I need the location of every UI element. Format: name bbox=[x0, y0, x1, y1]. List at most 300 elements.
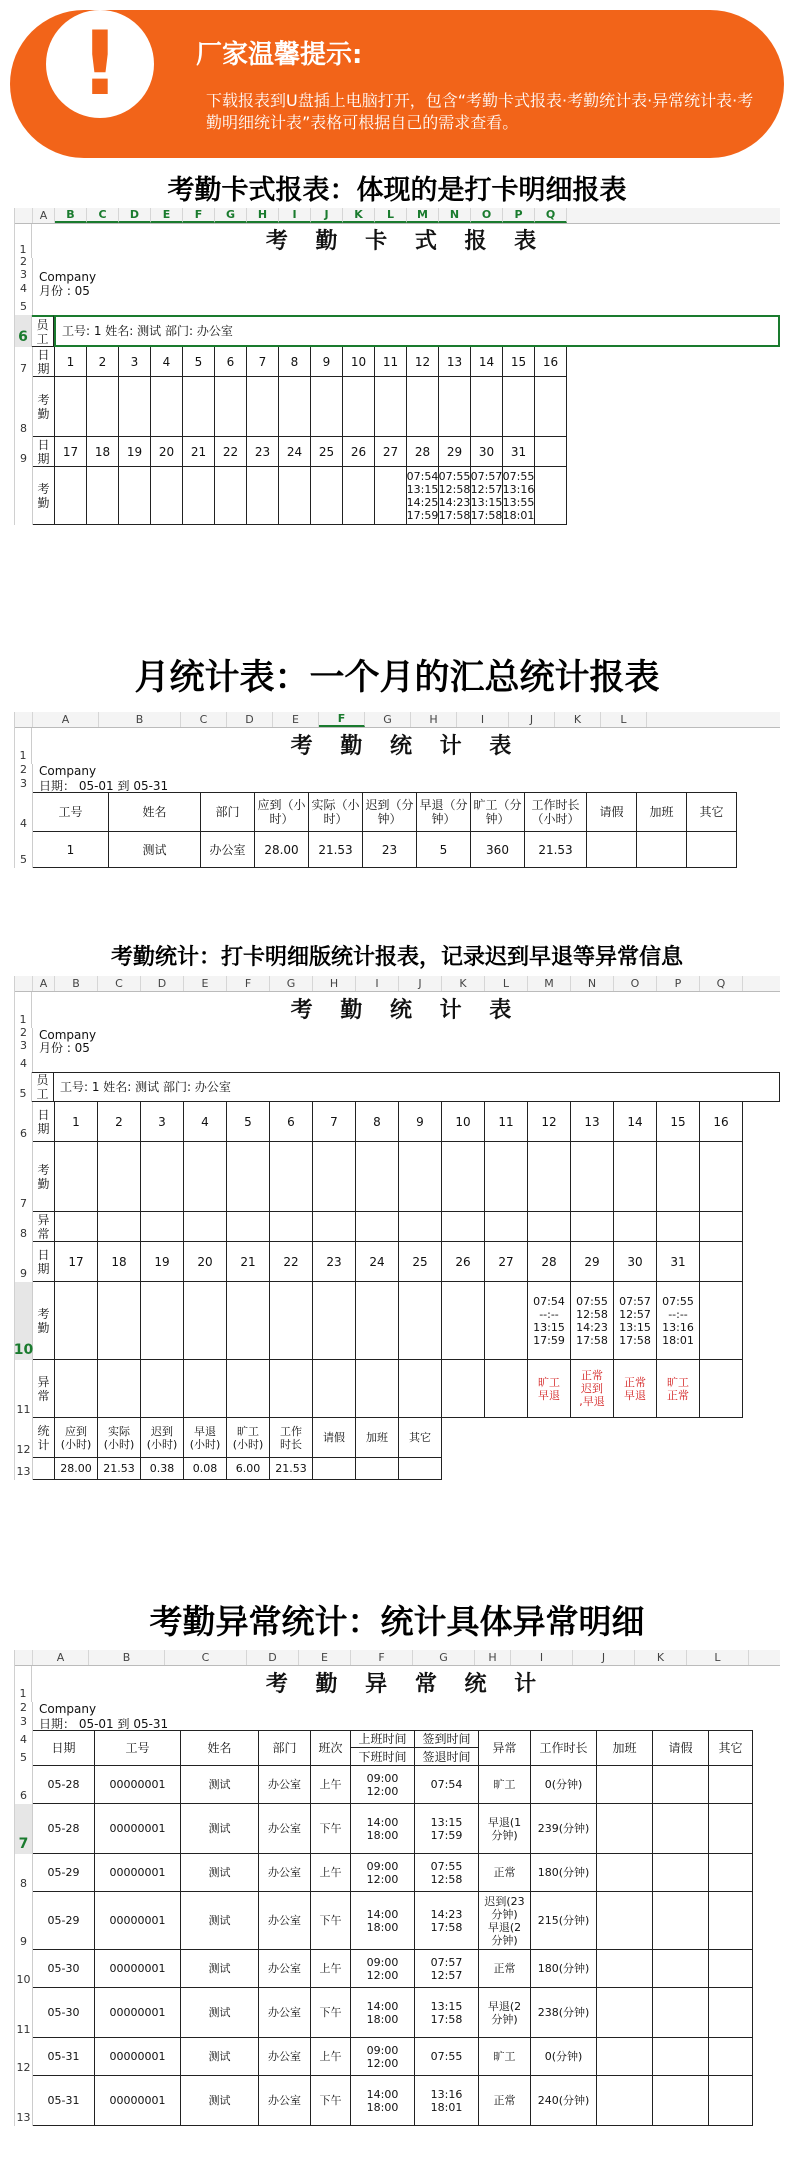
record-cell: 办公室 bbox=[259, 1892, 311, 1950]
company-label: Company bbox=[39, 1027, 97, 1042]
value-cell: 360 bbox=[471, 832, 525, 868]
row-number[interactable]: 6 bbox=[15, 315, 32, 347]
row-number[interactable]: 1 bbox=[15, 728, 32, 764]
row-number[interactable]: 3 bbox=[15, 778, 33, 792]
abnormal-cell bbox=[442, 1212, 485, 1242]
record-cell: 00000001 bbox=[95, 1854, 181, 1892]
sheet-row bbox=[15, 1418, 780, 1458]
punch-cell bbox=[141, 1282, 184, 1360]
column-header-Q[interactable]: Q bbox=[535, 208, 567, 223]
record-cell: 测试 bbox=[181, 2076, 259, 2126]
row-number[interactable]: 1 bbox=[15, 992, 32, 1028]
punch-cell bbox=[227, 1282, 270, 1360]
month-label: 月份 : 05 bbox=[39, 283, 90, 298]
row-cells bbox=[33, 1716, 780, 1730]
record-cell: 00000001 bbox=[95, 1988, 181, 2038]
record-cell: 上午 bbox=[311, 2038, 351, 2076]
column-header-G[interactable]: G bbox=[413, 1650, 475, 1665]
column-header-L[interactable]: L bbox=[375, 208, 407, 223]
column-header-K[interactable]: K bbox=[635, 1650, 687, 1665]
record-cell bbox=[709, 2076, 753, 2126]
day-cell: 5 bbox=[183, 347, 215, 377]
column-header-C[interactable]: C bbox=[181, 712, 227, 727]
day-cell: 30 bbox=[614, 1242, 657, 1282]
punch-cell bbox=[311, 377, 343, 437]
record-cell bbox=[597, 2076, 653, 2126]
abnormal-cell bbox=[657, 1212, 700, 1242]
column-header-E[interactable]: E bbox=[299, 1650, 351, 1665]
day-cell: 29 bbox=[571, 1242, 614, 1282]
sheet-row bbox=[15, 377, 780, 437]
record-cell: 测试 bbox=[181, 1854, 259, 1892]
sheet-row bbox=[15, 1054, 780, 1072]
column-header-L[interactable]: L bbox=[485, 976, 528, 991]
column-header-A[interactable]: A bbox=[33, 208, 55, 223]
column-header-N[interactable]: N bbox=[439, 208, 471, 223]
column-header-I[interactable]: I bbox=[356, 976, 399, 991]
sheet-row bbox=[15, 1458, 780, 1480]
row-number[interactable] bbox=[15, 467, 33, 525]
row-cells bbox=[32, 1072, 780, 1102]
stat-header: 旷工 (小时) bbox=[227, 1418, 270, 1458]
column-title: 实际（小时） bbox=[309, 792, 363, 832]
column-header-Q[interactable]: Q bbox=[700, 976, 743, 991]
sheet-row bbox=[15, 297, 780, 315]
record-cell: 上午 bbox=[311, 1854, 351, 1892]
day-cell: 5 bbox=[227, 1102, 270, 1142]
day-cell: 8 bbox=[356, 1102, 399, 1142]
date-range-label: 日期： 05-01 到 05-31 bbox=[39, 1716, 169, 1731]
day-cell: 19 bbox=[119, 437, 151, 467]
punch-cell bbox=[270, 1142, 313, 1212]
sheet-title: 考 勤 卡 式 报 表 bbox=[265, 228, 547, 254]
punch-cell: 07:55 13:16 13:55 18:01 bbox=[503, 467, 535, 525]
column-header-B[interactable]: B bbox=[55, 976, 98, 991]
row-number[interactable]: 1 bbox=[15, 224, 32, 258]
row-cells bbox=[33, 1892, 780, 1950]
punch-cell bbox=[356, 1142, 399, 1212]
column-header-C[interactable]: C bbox=[98, 976, 141, 991]
punch-cell bbox=[442, 1282, 485, 1360]
record-cell bbox=[709, 2038, 753, 2076]
record-cell bbox=[709, 1804, 753, 1854]
day-cell: 11 bbox=[485, 1102, 528, 1142]
row-number[interactable]: 2 bbox=[15, 764, 33, 778]
column-title: 签退时间 bbox=[415, 1748, 479, 1766]
day-cell: 17 bbox=[55, 437, 87, 467]
day-cell: 10 bbox=[343, 347, 375, 377]
day-cell: 7 bbox=[247, 347, 279, 377]
row-number[interactable]: 8 bbox=[15, 1854, 33, 1892]
column-header-F[interactable]: F bbox=[183, 208, 215, 223]
record-cell: 00000001 bbox=[95, 2076, 181, 2126]
row-cells bbox=[33, 2076, 780, 2126]
punch-cell bbox=[98, 1282, 141, 1360]
row-number[interactable]: 2 bbox=[15, 258, 33, 270]
day-cell: 1 bbox=[55, 1102, 98, 1142]
row-number[interactable]: 3 bbox=[15, 1041, 33, 1054]
date-range-label: 日期： 05-01 到 05-31 bbox=[39, 778, 169, 793]
row-cells bbox=[33, 1041, 780, 1054]
column-header-G[interactable]: G bbox=[270, 976, 313, 991]
day-cell: 15 bbox=[657, 1102, 700, 1142]
column-header-F[interactable]: F bbox=[227, 976, 270, 991]
row-cells bbox=[33, 1054, 780, 1072]
column-header-O[interactable]: O bbox=[614, 976, 657, 991]
row-number[interactable]: 3 bbox=[15, 1716, 33, 1730]
abnormal-cell bbox=[485, 1212, 528, 1242]
column-header-M[interactable]: M bbox=[407, 208, 439, 223]
row-cells bbox=[32, 728, 780, 764]
punch-cell bbox=[311, 467, 343, 525]
record-cell: 07:55 bbox=[415, 2038, 479, 2076]
column-header-B[interactable]: B bbox=[99, 712, 181, 727]
day-cell: 23 bbox=[313, 1242, 356, 1282]
record-cell: 239(分钟) bbox=[531, 1804, 597, 1854]
corner-cell[interactable] bbox=[15, 208, 33, 223]
day-cell: 31 bbox=[657, 1242, 700, 1282]
abnormal-cell: 正常 早退 bbox=[614, 1360, 657, 1418]
record-cell bbox=[597, 1804, 653, 1854]
record-cell bbox=[709, 1766, 753, 1804]
sheet-row bbox=[15, 1950, 780, 1988]
day-cell: 6 bbox=[270, 1102, 313, 1142]
row-number[interactable]: 4 bbox=[15, 792, 33, 832]
column-header-H[interactable]: H bbox=[411, 712, 457, 727]
stat-value: 0.08 bbox=[184, 1458, 227, 1480]
row-cells bbox=[32, 992, 780, 1028]
monthly-stat-sheet bbox=[14, 712, 780, 868]
row-number[interactable]: 5 bbox=[15, 832, 33, 868]
row-number[interactable]: 13 bbox=[15, 2076, 33, 2126]
sheet-row bbox=[15, 270, 780, 283]
day-cell: 28 bbox=[407, 437, 439, 467]
punch-cell bbox=[375, 467, 407, 525]
record-cell bbox=[597, 1766, 653, 1804]
column-header-G[interactable]: G bbox=[365, 712, 411, 727]
punch-cell bbox=[279, 467, 311, 525]
value-cell bbox=[637, 832, 687, 868]
punch-cell bbox=[503, 377, 535, 437]
day-cell: 6 bbox=[215, 347, 247, 377]
column-header-I[interactable]: I bbox=[279, 208, 311, 223]
column-header-G[interactable]: G bbox=[215, 208, 247, 223]
column-header-H[interactable]: H bbox=[475, 1650, 511, 1665]
sheet-row bbox=[15, 1242, 780, 1282]
row-cells bbox=[33, 283, 780, 297]
row-number[interactable]: 12 bbox=[15, 1418, 33, 1458]
column-header-O[interactable]: O bbox=[471, 208, 503, 223]
employee-label: 员工 bbox=[32, 1072, 54, 1102]
row-number[interactable]: 3 bbox=[15, 270, 33, 283]
sheet-row bbox=[15, 728, 780, 764]
column-header-A[interactable]: A bbox=[33, 1650, 89, 1665]
column-title: 加班 bbox=[637, 792, 687, 832]
sheet-row bbox=[15, 1804, 780, 1854]
column-title: 迟到（分钟） bbox=[363, 792, 417, 832]
stat-label-cont bbox=[33, 1458, 55, 1480]
column-header-D[interactable]: D bbox=[119, 208, 151, 223]
row-number[interactable]: 8 bbox=[15, 1212, 33, 1242]
column-header-K[interactable]: K bbox=[343, 208, 375, 223]
punch-cell bbox=[119, 377, 151, 437]
day-cell: 3 bbox=[119, 347, 151, 377]
record-cell: 05-30 bbox=[33, 1950, 95, 1988]
punch-cell bbox=[657, 1142, 700, 1212]
column-header-F[interactable]: F bbox=[319, 712, 365, 727]
row-cells bbox=[33, 1102, 780, 1142]
abnormal-cell bbox=[270, 1212, 313, 1242]
column-header-K[interactable]: K bbox=[555, 712, 601, 727]
day-cell: 7 bbox=[313, 1102, 356, 1142]
column-title: 签到时间 bbox=[415, 1730, 479, 1748]
attendance-label: 考勤 bbox=[33, 1282, 55, 1360]
row-cells bbox=[32, 315, 780, 347]
column-header-P[interactable]: P bbox=[657, 976, 700, 991]
corner-cell[interactable] bbox=[15, 976, 33, 991]
column-header-E[interactable]: E bbox=[273, 712, 319, 727]
record-cell: 办公室 bbox=[259, 1988, 311, 2038]
column-header-F[interactable]: F bbox=[351, 1650, 413, 1665]
record-cell: 07:57 12:57 bbox=[415, 1950, 479, 1988]
row-number[interactable]: 7 bbox=[15, 1142, 33, 1212]
column-header-D[interactable]: D bbox=[141, 976, 184, 991]
sheet-row bbox=[15, 1716, 780, 1730]
sheet-row bbox=[15, 1072, 780, 1102]
column-header-L[interactable]: L bbox=[601, 712, 647, 727]
record-cell: 14:23 17:58 bbox=[415, 1892, 479, 1950]
record-cell bbox=[597, 1950, 653, 1988]
record-cell: 下午 bbox=[311, 1804, 351, 1854]
day-cell: 18 bbox=[87, 437, 119, 467]
record-cell bbox=[709, 1892, 753, 1950]
day-cell: 28 bbox=[528, 1242, 571, 1282]
sheet-row bbox=[15, 315, 780, 347]
record-cell: 测试 bbox=[181, 1892, 259, 1950]
row-cells bbox=[33, 1950, 780, 1988]
value-cell bbox=[687, 832, 737, 868]
stat-value bbox=[356, 1458, 399, 1480]
punch-cell bbox=[247, 377, 279, 437]
abnormal-cell bbox=[571, 1212, 614, 1242]
punch-cell: 07:57 12:57 13:15 17:58 bbox=[614, 1282, 657, 1360]
row-number[interactable]: 6 bbox=[15, 1102, 33, 1142]
column-header-row bbox=[15, 712, 780, 728]
column-header-E[interactable]: E bbox=[151, 208, 183, 223]
day-cell: 4 bbox=[151, 347, 183, 377]
sheet-row bbox=[15, 283, 780, 297]
row-number[interactable]: 10 bbox=[15, 1950, 33, 1988]
punch-cell bbox=[571, 1142, 614, 1212]
stat-header: 其它 bbox=[399, 1418, 442, 1458]
abnormal-cell bbox=[98, 1212, 141, 1242]
punch-cell: 07:54 --:-- 13:15 17:59 bbox=[528, 1282, 571, 1360]
value-cell: 办公室 bbox=[201, 832, 255, 868]
row-number[interactable]: 12 bbox=[15, 2038, 33, 2076]
record-cell: 正常 bbox=[479, 1950, 531, 1988]
section2-heading: 月统计表：一个月的汇总统计报表 bbox=[134, 657, 660, 698]
row-number[interactable]: 11 bbox=[15, 1360, 33, 1418]
column-header-A[interactable]: A bbox=[33, 712, 99, 727]
column-title: 加班 bbox=[597, 1730, 653, 1766]
abnormal-label: 异常 bbox=[33, 1212, 55, 1242]
day-cell: 10 bbox=[442, 1102, 485, 1142]
day-cell: 20 bbox=[151, 437, 183, 467]
punch-cell bbox=[313, 1142, 356, 1212]
column-header-C[interactable]: C bbox=[165, 1650, 247, 1665]
record-cell: 测试 bbox=[181, 1766, 259, 1804]
punch-cell bbox=[227, 1142, 270, 1212]
row-cells bbox=[33, 1740, 780, 1766]
abnormal-cell bbox=[700, 1360, 743, 1418]
row-number[interactable]: 10 bbox=[15, 1282, 33, 1360]
row-number[interactable]: 5 bbox=[15, 1748, 33, 1766]
record-cell: 上午 bbox=[311, 1766, 351, 1804]
corner-cell[interactable] bbox=[15, 712, 33, 727]
punch-cell bbox=[184, 1282, 227, 1360]
column-header-A[interactable]: A bbox=[33, 976, 55, 991]
row-number[interactable]: 4 bbox=[15, 1054, 33, 1072]
company-label: Company bbox=[39, 764, 97, 778]
attendance-label: 考勤 bbox=[33, 377, 55, 437]
row-number[interactable]: 4 bbox=[15, 283, 33, 297]
record-cell: 办公室 bbox=[259, 1854, 311, 1892]
stat-header: 工作 时长 bbox=[270, 1418, 313, 1458]
punch-cell bbox=[151, 377, 183, 437]
row-number[interactable]: 2 bbox=[15, 1702, 33, 1716]
record-cell: 238(分钟) bbox=[531, 1988, 597, 2038]
banner-text: 下载报表到U盘插上电脑打开，包含“考勤卡式报表·考勤统计表·异常统计表·考勤明细统计表”表格可根据自己的需求查看。 bbox=[206, 91, 754, 132]
record-cell: 00000001 bbox=[95, 2038, 181, 2076]
punch-cell bbox=[471, 377, 503, 437]
record-cell: 办公室 bbox=[259, 2038, 311, 2076]
row-number[interactable]: 5 bbox=[15, 1072, 32, 1102]
column-header-K[interactable]: K bbox=[442, 976, 485, 991]
column-title: 工作时长（小时） bbox=[525, 792, 587, 832]
column-header-H[interactable]: H bbox=[313, 976, 356, 991]
abnormal-stat-sheet bbox=[14, 1650, 780, 2126]
row-number[interactable]: 7 bbox=[15, 1804, 33, 1854]
day-cell: 24 bbox=[279, 437, 311, 467]
row-number[interactable]: 2 bbox=[15, 1028, 33, 1041]
column-title: 其它 bbox=[687, 792, 737, 832]
column-header-I[interactable]: I bbox=[511, 1650, 573, 1665]
column-header-J[interactable]: J bbox=[399, 976, 442, 991]
record-cell: 旷工 bbox=[479, 1766, 531, 1804]
record-cell: 00000001 bbox=[95, 1766, 181, 1804]
sheet-row bbox=[15, 2038, 780, 2076]
row-cells bbox=[33, 258, 780, 270]
punch-cell bbox=[614, 1142, 657, 1212]
row-number[interactable]: 11 bbox=[15, 1988, 33, 2038]
abnormal-cell bbox=[614, 1212, 657, 1242]
column-header-N[interactable]: N bbox=[571, 976, 614, 991]
row-cells bbox=[33, 377, 780, 437]
row-number[interactable]: 6 bbox=[15, 1766, 33, 1804]
date-label: 日期 bbox=[33, 1102, 55, 1142]
record-cell: 05-30 bbox=[33, 1988, 95, 2038]
column-header-E[interactable]: E bbox=[184, 976, 227, 991]
punch-cell bbox=[247, 467, 279, 525]
record-cell: 下午 bbox=[311, 1892, 351, 1950]
column-header-M[interactable]: M bbox=[528, 976, 571, 991]
punch-cell: 07:55 12:58 14:23 17:58 bbox=[439, 467, 471, 525]
column-header-J[interactable]: J bbox=[311, 208, 343, 223]
record-cell bbox=[597, 1988, 653, 2038]
column-header-D[interactable]: D bbox=[247, 1650, 299, 1665]
row-number[interactable]: 7 bbox=[15, 347, 33, 377]
column-title: 工作时长 bbox=[531, 1730, 597, 1766]
column-header-L[interactable]: L bbox=[687, 1650, 749, 1665]
column-title: 下班时间 bbox=[351, 1748, 415, 1766]
column-header-C[interactable]: C bbox=[87, 208, 119, 223]
day-cell: 24 bbox=[356, 1242, 399, 1282]
company-label: Company bbox=[39, 1702, 97, 1716]
column-header-row bbox=[15, 208, 780, 224]
section3-heading: 考勤统计：打卡明细版统计报表，记录迟到早退等异常信息 bbox=[110, 944, 683, 970]
punch-cell: 07:57 12:57 13:15 17:58 bbox=[471, 467, 503, 525]
punch-cell bbox=[343, 377, 375, 437]
column-header-P[interactable]: P bbox=[503, 208, 535, 223]
punch-cell bbox=[151, 467, 183, 525]
row-number[interactable]: 9 bbox=[15, 1242, 33, 1282]
sheet-row bbox=[15, 1988, 780, 2038]
column-header-J[interactable]: J bbox=[573, 1650, 635, 1665]
row-number[interactable]: 9 bbox=[15, 437, 33, 467]
punch-cell: 07:54 13:15 14:25 17:59 bbox=[407, 467, 439, 525]
sheet-row bbox=[15, 1666, 780, 1702]
row-number[interactable]: 13 bbox=[15, 1458, 33, 1480]
record-cell: 07:54 bbox=[415, 1766, 479, 1804]
column-header-I[interactable]: I bbox=[457, 712, 509, 727]
record-cell: 办公室 bbox=[259, 1766, 311, 1804]
record-cell: 办公室 bbox=[259, 1804, 311, 1854]
day-cell: 9 bbox=[399, 1102, 442, 1142]
record-cell: 测试 bbox=[181, 1804, 259, 1854]
sheet-row bbox=[15, 1102, 780, 1142]
row-number[interactable]: 5 bbox=[15, 297, 33, 315]
record-cell bbox=[653, 1950, 709, 1988]
record-cell bbox=[653, 1766, 709, 1804]
column-header-row bbox=[15, 976, 780, 992]
day-cell: 25 bbox=[399, 1242, 442, 1282]
value-cell: 23 bbox=[363, 832, 417, 868]
row-number[interactable]: 4 bbox=[15, 1730, 33, 1748]
row-number[interactable]: 8 bbox=[15, 377, 33, 437]
row-number[interactable]: 9 bbox=[15, 1892, 33, 1950]
stat-header: 应到 (小时) bbox=[55, 1418, 98, 1458]
column-header-D[interactable]: D bbox=[227, 712, 273, 727]
abnormal-cell bbox=[184, 1360, 227, 1418]
column-title: 姓名 bbox=[181, 1730, 259, 1766]
attendance-label: 考勤 bbox=[33, 1142, 55, 1212]
punch-cell bbox=[270, 1282, 313, 1360]
column-header-H[interactable]: H bbox=[247, 208, 279, 223]
row-number[interactable]: 1 bbox=[15, 1666, 32, 1702]
stat-value: 21.53 bbox=[270, 1458, 313, 1480]
day-cell: 1 bbox=[55, 347, 87, 377]
row-cells bbox=[33, 1988, 780, 2038]
abnormal-cell bbox=[141, 1360, 184, 1418]
column-header-B[interactable]: B bbox=[55, 208, 87, 223]
column-header-B[interactable]: B bbox=[89, 1650, 165, 1665]
row-cells bbox=[33, 1142, 780, 1212]
record-cell: 05-29 bbox=[33, 1854, 95, 1892]
corner-cell[interactable] bbox=[15, 1650, 33, 1665]
day-cell: 31 bbox=[503, 437, 535, 467]
day-cell: 30 bbox=[471, 437, 503, 467]
column-header-J[interactable]: J bbox=[509, 712, 555, 727]
